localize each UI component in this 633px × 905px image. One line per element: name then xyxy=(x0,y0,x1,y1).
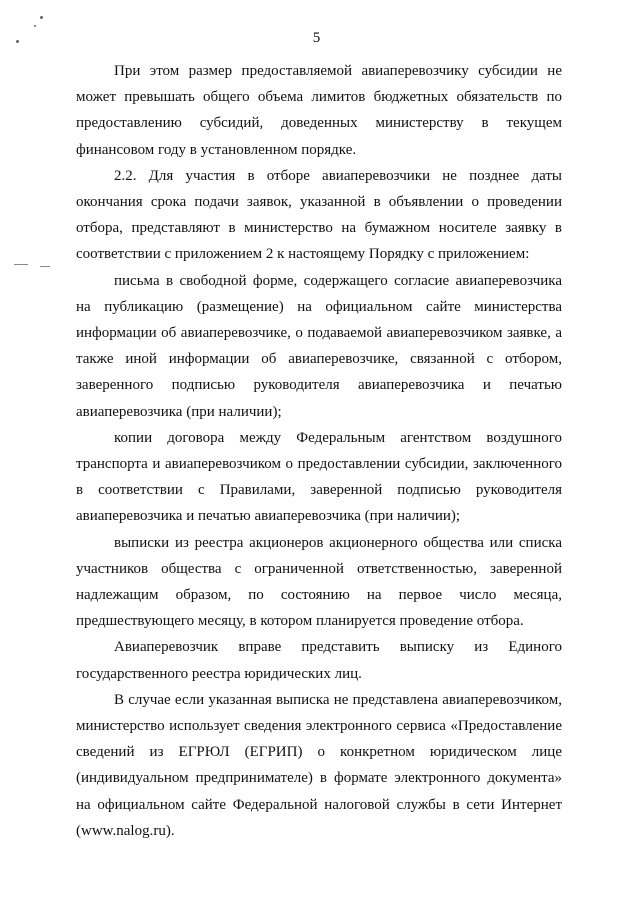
scan-speck xyxy=(40,16,43,19)
paragraph-consent-letter: письма в свободной форме, содержащего согласие авиаперевозчика на публикацию (размещение) на официальном сайте министерства информации об авиаперевозчике, о подаваемой авиаперевозчиком заявке, а также иной информации об авиаперевозчике, связанной с отбором, заверенного подписью руководителя авиаперевозчика и печатью авиаперевозчика (при наличии); xyxy=(76,272,562,420)
scan-speck xyxy=(34,25,36,27)
paragraph-shareholder-extract: выписки из реестра акционеров акционерного общества или списка участников общества с ограниченной ответственностью, заверенной надлежащим образом, по состоянию на первое число месяца, предшествующего месяцу, в котором планируется проведение отбора. xyxy=(76,534,562,630)
paragraph-subsidy-limit: При этом размер предоставляемой авиаперевозчику субсидии не может превышать общего объема лимитов бюджетных обязательств по предоставлению субсидий, доведенных министерству в текущем финансовом году в установленном порядке. xyxy=(76,63,562,158)
paragraph-clause-2-2: 2.2. Для участия в отборе авиаперевозчики не позднее даты окончания срока подачи заявок, указанной в объявлении о проведении отбора, представляют в министерство на бумажном носителе заявку в соответствии с приложением 2 к настоящему Порядку с приложением: xyxy=(76,167,562,263)
scan-mark xyxy=(40,266,50,267)
paragraph-contract-copy: копии договора между Федеральным агентством воздушного транспорта и авиаперевозчиком о предоставлении субсидии, заключенного в соответствии с Правилами, заверенной подписью руководителя авиаперевозчика и печатью авиаперевозчика (при наличии); xyxy=(76,429,562,525)
document-body xyxy=(76,58,562,844)
page-number: 5 xyxy=(312,30,321,46)
paragraph-electronic-service: В случае если указанная выписка не представлена авиаперевозчиком, министерство использует сведения электронного сервиса «Предоставление сведений из ЕГРЮЛ (ЕГРИП) о конкретном юридическом лице (индивидуальном предпринимателе) в формате электронного документа» на официальном сайте Федеральной налоговой службы в сети Интернет (www.nalog.ru). xyxy=(76,691,562,839)
scan-mark xyxy=(14,264,28,265)
paragraph-egrul-extract: Авиаперевозчик вправе представить выписку из Единого государственного реестра юридических лиц. xyxy=(76,639,562,682)
